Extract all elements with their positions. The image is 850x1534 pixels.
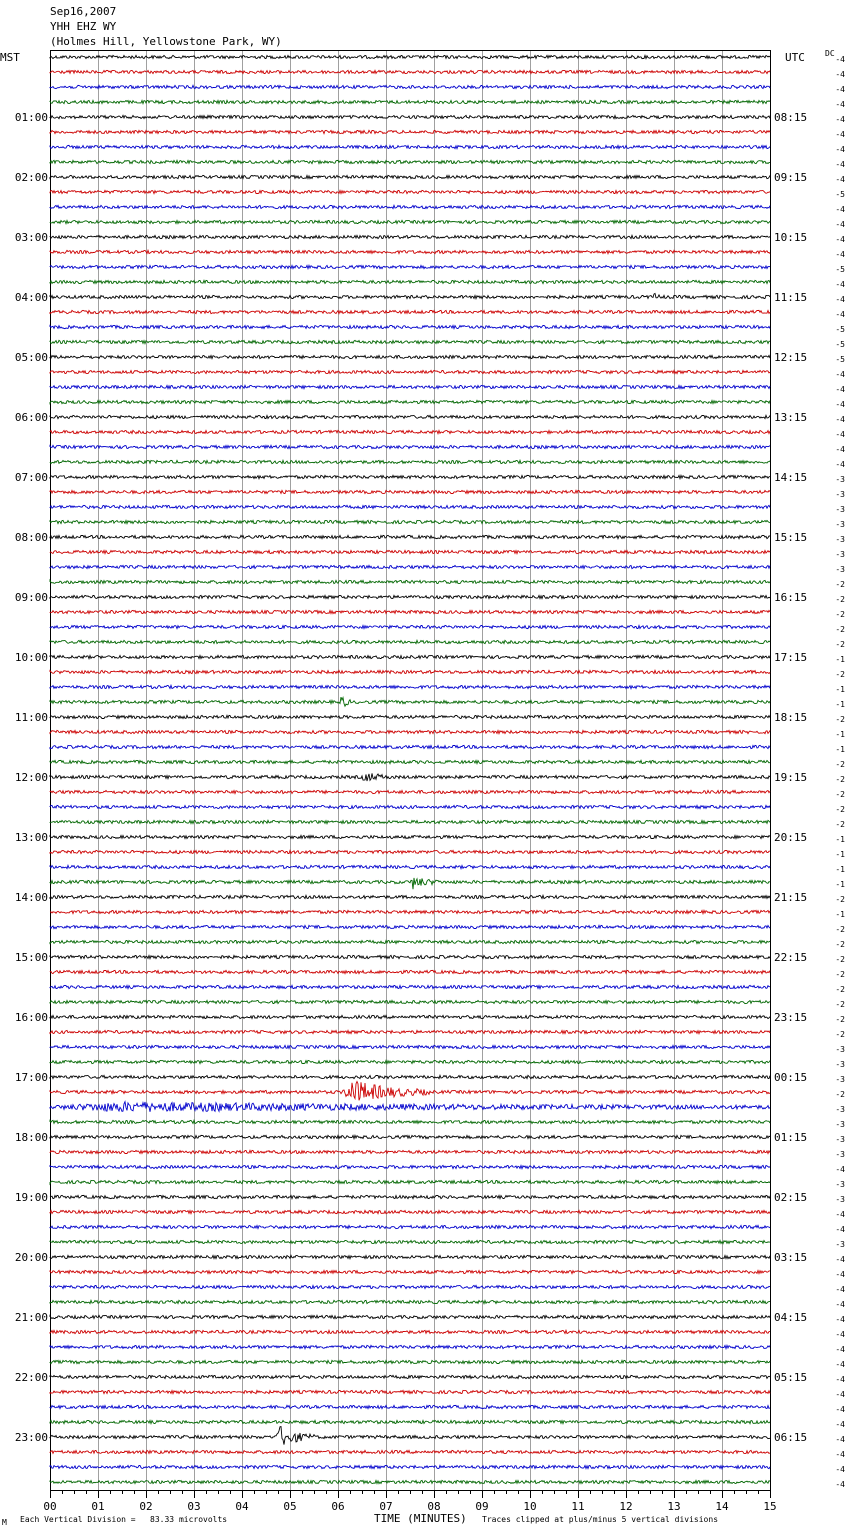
dc-offset-label: -4 bbox=[835, 445, 845, 454]
x-tick-label: 04 bbox=[235, 1500, 249, 1513]
dc-offset-labels bbox=[835, 55, 845, 1489]
dc-offset-label: -2 bbox=[835, 670, 845, 679]
trace-row-55 bbox=[50, 878, 770, 889]
dc-offset-label: -4 bbox=[835, 235, 845, 244]
trace-row-8 bbox=[50, 175, 770, 178]
left-hour-label: 11:00 bbox=[14, 711, 48, 724]
trace-row-87 bbox=[50, 1360, 770, 1363]
left-hour-label: 14:00 bbox=[14, 891, 48, 904]
left-hour-label: 08:00 bbox=[14, 531, 48, 544]
x-axis-title: TIME (MINUTES) bbox=[374, 1512, 467, 1525]
right-hour-label: 12:15 bbox=[774, 351, 808, 364]
dc-offset-label: -2 bbox=[835, 1000, 845, 1009]
trace-row-32 bbox=[50, 535, 770, 538]
trace-row-51 bbox=[50, 820, 770, 823]
trace-row-1 bbox=[50, 70, 770, 73]
chart-date: Sep16,2007 bbox=[50, 5, 117, 18]
trace-row-61 bbox=[50, 970, 770, 973]
dc-offset-label: -4 bbox=[835, 1255, 845, 1264]
left-hour-label: 06:00 bbox=[14, 411, 48, 424]
dc-offset-label: -2 bbox=[835, 790, 845, 799]
trace-row-64 bbox=[50, 1015, 770, 1018]
left-hour-label: 05:00 bbox=[14, 351, 48, 364]
left-hour-label: 04:00 bbox=[14, 291, 48, 304]
right-hour-label: 06:15 bbox=[774, 1431, 808, 1444]
trace-row-48 bbox=[50, 773, 770, 781]
left-hour-label: 09:00 bbox=[14, 591, 48, 604]
trace-row-58 bbox=[50, 925, 770, 928]
dc-offset-label: -4 bbox=[835, 130, 845, 139]
trace-row-18 bbox=[50, 325, 770, 328]
dc-offset-label: -4 bbox=[835, 145, 845, 154]
left-hour-label: 20:00 bbox=[14, 1251, 48, 1264]
dc-offset-label: -2 bbox=[835, 640, 845, 649]
trace-row-27 bbox=[50, 460, 770, 463]
left-hour-label: 07:00 bbox=[14, 471, 48, 484]
x-tick-label: 15 bbox=[763, 1500, 777, 1513]
trace-row-77 bbox=[50, 1210, 770, 1213]
x-tick-label: 00 bbox=[43, 1500, 57, 1513]
dc-offset-label: -4 bbox=[835, 400, 845, 409]
trace-row-20 bbox=[50, 355, 770, 358]
dc-offset-label: -4 bbox=[835, 100, 845, 109]
trace-row-25 bbox=[50, 430, 770, 433]
dc-offset-label: -4 bbox=[835, 1435, 845, 1444]
dc-offset-label: -3 bbox=[835, 535, 845, 544]
x-axis bbox=[43, 1490, 776, 1513]
trace-row-68 bbox=[50, 1075, 770, 1078]
dc-offset-label: -1 bbox=[835, 655, 845, 664]
left-timezone-label: MST bbox=[0, 51, 20, 64]
trace-row-40 bbox=[50, 655, 770, 658]
dc-offset-label: -4 bbox=[835, 1465, 845, 1474]
dc-offset-label: -2 bbox=[835, 940, 845, 949]
trace-row-39 bbox=[50, 640, 770, 643]
dc-offset-label: -1 bbox=[835, 910, 845, 919]
dc-offset-label: -3 bbox=[835, 1180, 845, 1189]
dc-offset-label: -1 bbox=[835, 835, 845, 844]
trace-row-76 bbox=[50, 1195, 770, 1198]
dc-offset-label: -1 bbox=[835, 730, 845, 739]
dc-offset-label: -3 bbox=[835, 1240, 845, 1249]
trace-row-31 bbox=[50, 520, 770, 523]
trace-row-73 bbox=[50, 1150, 770, 1153]
right-hour-label: 03:15 bbox=[774, 1251, 808, 1264]
dc-offset-label: -4 bbox=[835, 85, 845, 94]
x-tick-label: 01 bbox=[91, 1500, 105, 1513]
dc-offset-label: -4 bbox=[835, 1285, 845, 1294]
right-hour-label: 02:15 bbox=[774, 1191, 808, 1204]
right-hour-label: 13:15 bbox=[774, 411, 808, 424]
left-hour-label: 21:00 bbox=[14, 1311, 48, 1324]
trace-row-56 bbox=[50, 895, 770, 898]
dc-offset-label: -3 bbox=[835, 1150, 845, 1159]
dc-offset-label: -4 bbox=[835, 1450, 845, 1459]
trace-row-44 bbox=[50, 715, 770, 718]
right-hour-label: 20:15 bbox=[774, 831, 808, 844]
left-hour-labels bbox=[15, 111, 48, 1444]
dc-offset-label: -4 bbox=[835, 205, 845, 214]
trace-row-92 bbox=[50, 1427, 770, 1445]
trace-row-24 bbox=[50, 415, 770, 418]
dc-offset-label: -3 bbox=[835, 475, 845, 484]
dc-offset-label: -3 bbox=[835, 505, 845, 514]
trace-row-84 bbox=[50, 1315, 770, 1318]
dc-offset-label: -2 bbox=[835, 970, 845, 979]
dc-offset-label: -4 bbox=[835, 280, 845, 289]
trace-row-41 bbox=[50, 670, 770, 673]
trace-row-6 bbox=[50, 145, 770, 148]
trace-row-21 bbox=[50, 370, 770, 373]
trace-row-22 bbox=[50, 385, 770, 388]
dc-offset-label: -4 bbox=[835, 1300, 845, 1309]
dc-offset-label: -2 bbox=[835, 1015, 845, 1024]
dc-offset-label: -4 bbox=[835, 175, 845, 184]
trace-row-7 bbox=[50, 160, 770, 163]
trace-row-34 bbox=[50, 565, 770, 568]
dc-offset-label: -4 bbox=[835, 460, 845, 469]
trace-row-19 bbox=[50, 340, 770, 343]
dc-offset-label: -3 bbox=[835, 1075, 845, 1084]
dc-offset-label: -4 bbox=[835, 220, 845, 229]
trace-row-37 bbox=[50, 610, 770, 613]
x-tick-label: 02 bbox=[139, 1500, 153, 1513]
dc-offset-label: -4 bbox=[835, 160, 845, 169]
x-tick-label: 05 bbox=[283, 1500, 297, 1513]
x-tick-label: 14 bbox=[715, 1500, 729, 1513]
x-tick-label: 06 bbox=[331, 1500, 345, 1513]
trace-row-88 bbox=[50, 1375, 770, 1378]
x-tick-label: 11 bbox=[571, 1500, 585, 1513]
dc-offset-label: -2 bbox=[835, 595, 845, 604]
left-hour-label: 19:00 bbox=[14, 1191, 48, 1204]
dc-offset-label: -4 bbox=[835, 1360, 845, 1369]
trace-row-75 bbox=[50, 1180, 770, 1183]
left-hour-label: 02:00 bbox=[14, 171, 48, 184]
right-timezone-label: UTC bbox=[785, 51, 805, 64]
trace-row-11 bbox=[50, 220, 770, 223]
trace-row-86 bbox=[50, 1345, 770, 1348]
trace-row-33 bbox=[50, 550, 770, 553]
dc-offset-label: -3 bbox=[835, 1135, 845, 1144]
dc-offset-label: -4 bbox=[835, 115, 845, 124]
dc-offset-label: -5 bbox=[835, 340, 845, 349]
trace-row-79 bbox=[50, 1240, 770, 1243]
right-hour-label: 19:15 bbox=[774, 771, 808, 784]
dc-offset-label: -2 bbox=[835, 1030, 845, 1039]
trace-row-52 bbox=[50, 835, 770, 838]
trace-row-57 bbox=[50, 910, 770, 913]
dc-offset-label: -4 bbox=[835, 1390, 845, 1399]
trace-row-94 bbox=[50, 1465, 770, 1468]
left-hour-label: 03:00 bbox=[14, 231, 48, 244]
left-hour-label: 10:00 bbox=[14, 651, 48, 664]
trace-row-93 bbox=[50, 1450, 770, 1453]
dc-offset-label: -2 bbox=[835, 820, 845, 829]
trace-row-5 bbox=[50, 130, 770, 133]
corner-mark: M bbox=[2, 1518, 7, 1527]
dc-offset-label: -2 bbox=[835, 985, 845, 994]
right-hour-label: 17:15 bbox=[774, 651, 808, 664]
trace-row-71 bbox=[50, 1120, 770, 1123]
x-tick-label: 03 bbox=[187, 1500, 201, 1513]
dc-offset-label: -2 bbox=[835, 625, 845, 634]
trace-row-63 bbox=[50, 1000, 770, 1003]
x-tick-label: 08 bbox=[427, 1500, 441, 1513]
dc-offset-label: -4 bbox=[835, 430, 845, 439]
dc-offset-label: -2 bbox=[835, 775, 845, 784]
left-hour-label: 17:00 bbox=[14, 1071, 48, 1084]
dc-offset-label: -2 bbox=[835, 895, 845, 904]
dc-offset-label: -2 bbox=[835, 760, 845, 769]
trace-row-90 bbox=[50, 1405, 770, 1408]
dc-offset-label: -5 bbox=[835, 190, 845, 199]
right-hour-label: 22:15 bbox=[774, 951, 808, 964]
right-hour-label: 18:15 bbox=[774, 711, 808, 724]
dc-offset-label: -4 bbox=[835, 70, 845, 79]
right-hour-label: 05:15 bbox=[774, 1371, 808, 1384]
trace-row-85 bbox=[50, 1330, 770, 1333]
trace-row-53 bbox=[50, 850, 770, 853]
trace-row-2 bbox=[50, 85, 770, 88]
dc-offset-header: DC bbox=[825, 49, 835, 58]
right-hour-label: 16:15 bbox=[774, 591, 808, 604]
trace-row-38 bbox=[50, 625, 770, 628]
dc-offset-label: -1 bbox=[835, 850, 845, 859]
trace-row-4 bbox=[50, 115, 770, 118]
dc-offset-label: -5 bbox=[835, 265, 845, 274]
dc-offset-label: -4 bbox=[835, 370, 845, 379]
x-tick-label: 12 bbox=[619, 1500, 633, 1513]
trace-row-47 bbox=[50, 760, 770, 763]
dc-offset-label: -4 bbox=[835, 415, 845, 424]
right-hour-label: 00:15 bbox=[774, 1071, 808, 1084]
left-hour-label: 23:00 bbox=[14, 1431, 48, 1444]
dc-offset-label: -4 bbox=[835, 1480, 845, 1489]
left-hour-label: 12:00 bbox=[14, 771, 48, 784]
trace-row-46 bbox=[50, 745, 770, 748]
trace-row-3 bbox=[50, 100, 770, 103]
dc-offset-label: -4 bbox=[835, 1165, 845, 1174]
trace-row-30 bbox=[50, 505, 770, 508]
dc-offset-label: -4 bbox=[835, 1375, 845, 1384]
dc-offset-label: -1 bbox=[835, 700, 845, 709]
trace-row-10 bbox=[50, 205, 770, 208]
dc-offset-label: -1 bbox=[835, 880, 845, 889]
trace-row-65 bbox=[50, 1030, 770, 1033]
trace-row-15 bbox=[50, 280, 770, 283]
dc-offset-label: -2 bbox=[835, 715, 845, 724]
trace-row-49 bbox=[50, 790, 770, 793]
trace-row-17 bbox=[50, 310, 770, 313]
x-tick-label: 09 bbox=[475, 1500, 489, 1513]
trace-row-83 bbox=[50, 1300, 770, 1303]
trace-row-23 bbox=[50, 400, 770, 403]
trace-row-45 bbox=[50, 730, 770, 733]
x-tick-label: 10 bbox=[523, 1500, 537, 1513]
dc-offset-label: -4 bbox=[835, 1405, 845, 1414]
trace-row-60 bbox=[50, 955, 770, 958]
dc-offset-label: -3 bbox=[835, 1060, 845, 1069]
trace-row-80 bbox=[50, 1255, 770, 1258]
dc-offset-label: -4 bbox=[835, 1210, 845, 1219]
trace-row-13 bbox=[50, 250, 770, 253]
scale-note: Each Vertical Division = 83.33 microvolts bbox=[20, 1515, 228, 1524]
trace-row-62 bbox=[50, 985, 770, 988]
dc-offset-label: -2 bbox=[835, 955, 845, 964]
trace-row-67 bbox=[50, 1060, 770, 1063]
trace-row-70 bbox=[50, 1102, 770, 1112]
right-hour-label: 14:15 bbox=[774, 471, 808, 484]
dc-offset-label: -1 bbox=[835, 865, 845, 874]
trace-row-36 bbox=[50, 595, 770, 598]
dc-offset-label: -4 bbox=[835, 1330, 845, 1339]
dc-offset-label: -4 bbox=[835, 1270, 845, 1279]
dc-offset-label: -3 bbox=[835, 1045, 845, 1054]
dc-offset-label: -4 bbox=[835, 1420, 845, 1429]
left-hour-label: 01:00 bbox=[14, 111, 48, 124]
trace-row-0 bbox=[50, 55, 770, 58]
trace-row-12 bbox=[50, 235, 770, 238]
right-hour-label: 11:15 bbox=[774, 291, 808, 304]
dc-offset-label: -4 bbox=[835, 295, 845, 304]
dc-offset-label: -4 bbox=[835, 250, 845, 259]
station-code: YHH EHZ WY bbox=[50, 20, 117, 33]
trace-row-89 bbox=[50, 1390, 770, 1393]
dc-offset-label: -2 bbox=[835, 805, 845, 814]
trace-row-66 bbox=[50, 1045, 770, 1048]
left-hour-label: 18:00 bbox=[14, 1131, 48, 1144]
trace-row-43 bbox=[50, 697, 770, 706]
trace-row-91 bbox=[50, 1420, 770, 1423]
dc-offset-label: -2 bbox=[835, 610, 845, 619]
trace-row-95 bbox=[50, 1480, 770, 1483]
dc-offset-label: -3 bbox=[835, 1105, 845, 1114]
dc-offset-label: -4 bbox=[835, 385, 845, 394]
x-tick-label: 13 bbox=[667, 1500, 681, 1513]
dc-offset-label: -3 bbox=[835, 520, 845, 529]
dc-offset-label: -2 bbox=[835, 1090, 845, 1099]
trace-row-78 bbox=[50, 1225, 770, 1228]
dc-offset-label: -1 bbox=[835, 685, 845, 694]
trace-row-42 bbox=[50, 685, 770, 688]
left-hour-label: 15:00 bbox=[14, 951, 48, 964]
right-hour-label: 01:15 bbox=[774, 1131, 808, 1144]
trace-row-28 bbox=[50, 475, 770, 478]
dc-offset-label: -2 bbox=[835, 925, 845, 934]
trace-row-59 bbox=[50, 940, 770, 943]
trace-row-54 bbox=[50, 865, 770, 868]
dc-offset-label: -4 bbox=[835, 1315, 845, 1324]
trace-row-29 bbox=[50, 490, 770, 493]
trace-row-14 bbox=[50, 265, 770, 268]
dc-offset-label: -4 bbox=[835, 1225, 845, 1234]
dc-offset-label: -5 bbox=[835, 355, 845, 364]
trace-row-69 bbox=[50, 1082, 770, 1101]
trace-row-26 bbox=[50, 445, 770, 448]
trace-row-50 bbox=[50, 805, 770, 808]
dc-offset-label: -2 bbox=[835, 580, 845, 589]
trace-row-82 bbox=[50, 1285, 770, 1288]
dc-offset-label: -4 bbox=[835, 55, 845, 64]
right-hour-label: 21:15 bbox=[774, 891, 808, 904]
trace-row-16 bbox=[50, 293, 770, 298]
right-hour-label: 09:15 bbox=[774, 171, 808, 184]
dc-offset-label: -4 bbox=[835, 1345, 845, 1354]
right-hour-label: 04:15 bbox=[774, 1311, 808, 1324]
dc-offset-label: -1 bbox=[835, 745, 845, 754]
dc-offset-label: -3 bbox=[835, 565, 845, 574]
right-hour-label: 23:15 bbox=[774, 1011, 808, 1024]
dc-offset-label: -3 bbox=[835, 1195, 845, 1204]
trace-row-72 bbox=[50, 1135, 770, 1138]
right-hour-labels bbox=[774, 111, 807, 1444]
dc-offset-label: -3 bbox=[835, 1120, 845, 1129]
dc-offset-label: -5 bbox=[835, 325, 845, 334]
dc-offset-label: -3 bbox=[835, 490, 845, 499]
dc-offset-label: -4 bbox=[835, 310, 845, 319]
trace-row-74 bbox=[50, 1165, 770, 1168]
trace-row-9 bbox=[50, 190, 770, 193]
station-location: (Holmes Hill, Yellowstone Park, WY) bbox=[50, 35, 282, 48]
right-hour-label: 08:15 bbox=[774, 111, 808, 124]
trace-row-35 bbox=[50, 580, 770, 583]
left-hour-label: 16:00 bbox=[14, 1011, 48, 1024]
right-hour-label: 10:15 bbox=[774, 231, 808, 244]
dc-offset-label: -3 bbox=[835, 550, 845, 559]
seismic-traces bbox=[50, 55, 770, 1483]
left-hour-label: 13:00 bbox=[14, 831, 48, 844]
x-tick-label: 07 bbox=[379, 1500, 393, 1513]
trace-row-81 bbox=[50, 1270, 770, 1273]
clip-note: Traces clipped at plus/minus 5 vertical divisions bbox=[482, 1515, 719, 1524]
right-hour-label: 15:15 bbox=[774, 531, 808, 544]
left-hour-label: 22:00 bbox=[14, 1371, 48, 1384]
